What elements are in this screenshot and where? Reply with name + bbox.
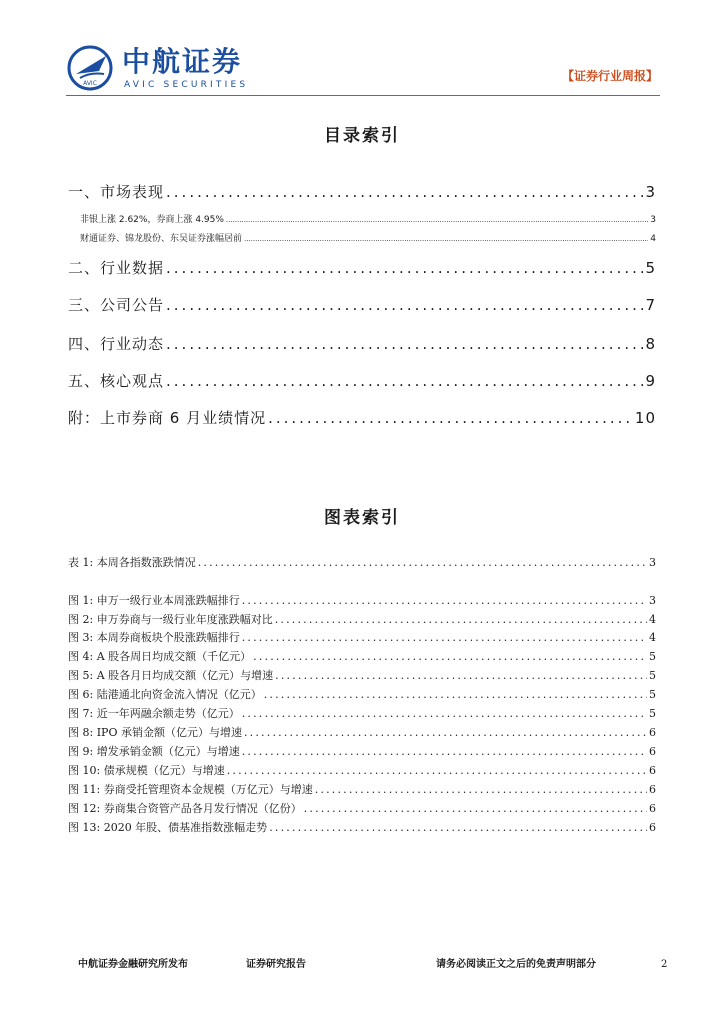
figure-page: 5	[649, 688, 656, 701]
leader-dots	[242, 593, 647, 608]
brand-name: 中航证券	[122, 45, 243, 78]
figure-label: 图 6: 陆港通北向资金流入情况（亿元）	[68, 688, 262, 701]
avic-logo-icon	[66, 44, 114, 92]
figure-label: 图 2: 申万券商与一级行业年度涨跌幅对比	[68, 613, 273, 626]
leader-dots	[264, 687, 647, 702]
figure-index-item[interactable]	[68, 706, 656, 721]
figure-page: 5	[649, 650, 656, 663]
page-number: 2	[661, 959, 668, 970]
figure-label: 图 8: IPO 承销金额（亿元）与增速	[68, 726, 242, 739]
figure-index-item[interactable]	[68, 801, 656, 816]
toc-item-label: 二、行业数据	[68, 259, 165, 277]
figure-label: 图 12: 券商集合资管产品各月发行情况（亿份）	[68, 802, 302, 815]
toc-item[interactable]	[68, 258, 656, 278]
footer-disclaimer: 请务必阅读正文之后的免责声明部分	[436, 959, 596, 970]
figure-label: 图 1: 申万一级行业本周涨跌幅排行	[68, 594, 240, 607]
toc-item-page: 7	[645, 296, 656, 314]
toc-item-label: 非银上涨 2.62%，券商上涨 4.95%	[80, 215, 224, 225]
figure-label: 表 1: 本周各指数涨跌情况	[68, 556, 196, 569]
toc-item[interactable]	[68, 371, 656, 391]
figure-index-item[interactable]	[68, 612, 656, 627]
report-type-label: 【证券行业周报】	[561, 69, 658, 83]
figure-label: 图 13: 2020 年股、债基准指数涨幅走势	[68, 821, 268, 834]
figure-label: 图 11: 券商受托管理资本金规模（万亿元）与增速	[68, 783, 313, 796]
figure-index-item[interactable]	[68, 649, 656, 664]
toc-item-page: 9	[645, 372, 656, 390]
footer-doc-type: 证券研究报告	[246, 959, 306, 970]
brand-english-name: AVIC SECURITIES	[124, 80, 249, 90]
page-header	[0, 0, 724, 100]
leader-dots	[226, 214, 648, 227]
leader-dots	[242, 744, 647, 759]
toc-item-page: 4	[650, 234, 656, 244]
toc-item-label: 五、核心观点	[68, 372, 165, 390]
figure-index-item[interactable]	[68, 668, 656, 683]
leader-dots	[166, 334, 643, 354]
figure-label: 图 4: A 股各周日均成交额（千亿元）	[68, 650, 252, 663]
leader-dots	[166, 295, 643, 315]
leader-dots	[275, 612, 647, 627]
figure-label: 图 10: 债承规模（亿元）与增速	[68, 764, 225, 777]
leader-dots	[242, 706, 647, 721]
figure-index-item[interactable]	[68, 630, 656, 645]
figure-label: 图 5: A 股各月日均成交额（亿元）与增速	[68, 669, 274, 682]
toc-item-label: 财通证券、锦龙股份、东吴证券涨幅居前	[80, 234, 243, 244]
figure-page: 6	[649, 821, 656, 834]
figure-page: 4	[649, 613, 656, 626]
figure-page: 6	[649, 783, 656, 796]
toc-item-page: 3	[650, 215, 656, 225]
figure-index-item[interactable]	[68, 782, 656, 797]
leader-dots	[315, 782, 647, 797]
page-footer	[0, 958, 724, 988]
logo-text: AVIC	[83, 80, 97, 87]
figure-index-item[interactable]	[68, 725, 656, 740]
leader-dots	[166, 371, 643, 391]
leader-dots	[198, 555, 647, 570]
toc-item-page: 5	[645, 259, 656, 277]
toc-item-page: 3	[645, 183, 656, 201]
figure-index-item[interactable]	[68, 763, 656, 778]
figure-page: 5	[649, 707, 656, 720]
figure-page: 6	[649, 745, 656, 758]
leader-dots	[275, 668, 647, 683]
figure-page: 6	[649, 726, 656, 739]
toc-item-page: 10	[634, 409, 656, 427]
toc-item-label: 三、公司公告	[68, 296, 165, 314]
toc-item[interactable]	[68, 408, 656, 428]
leader-dots	[269, 820, 647, 835]
toc-item-label: 附：上市券商 6 月业绩情况	[68, 409, 267, 427]
leader-dots	[244, 233, 648, 246]
figure-index-item[interactable]	[68, 593, 656, 608]
toc-item[interactable]	[68, 182, 656, 202]
figure-page: 5	[649, 669, 656, 682]
toc-subitem[interactable]	[80, 233, 656, 246]
figure-page: 6	[649, 764, 656, 777]
leader-dots	[244, 725, 647, 740]
leader-dots	[253, 649, 647, 664]
figure-index-item[interactable]	[68, 820, 656, 835]
figure-page: 3	[649, 594, 656, 607]
figure-label: 图 9: 增发承销金额（亿元）与增速	[68, 745, 240, 758]
figure-label: 图 3: 本周券商板块个股涨跌幅排行	[68, 631, 240, 644]
figure-index-item[interactable]	[68, 555, 656, 570]
toc-item-label: 四、行业动态	[68, 335, 165, 353]
toc-subitem[interactable]	[80, 214, 656, 227]
figure-page: 3	[649, 556, 656, 569]
toc-item-label: 一、市场表现	[68, 183, 165, 201]
leader-dots	[304, 801, 647, 816]
leader-dots	[166, 258, 643, 278]
leader-dots	[166, 182, 643, 202]
figure-index-item[interactable]	[68, 744, 656, 759]
header-divider	[66, 95, 660, 96]
toc-item-page: 8	[645, 335, 656, 353]
figure-index-item[interactable]	[68, 687, 656, 702]
figure-label: 图 7: 近一年两融余额走势（亿元）	[68, 707, 240, 720]
leader-dots	[242, 630, 647, 645]
footer-publisher: 中航证券金融研究所发布	[78, 959, 188, 970]
figure-page: 6	[649, 802, 656, 815]
toc-item[interactable]	[68, 334, 656, 354]
toc-item[interactable]	[68, 295, 656, 315]
figure-index-title: 图表索引	[324, 508, 400, 528]
leader-dots	[227, 763, 647, 778]
toc-title: 目录索引	[324, 126, 400, 146]
figure-page: 4	[649, 631, 656, 644]
leader-dots	[268, 408, 633, 428]
